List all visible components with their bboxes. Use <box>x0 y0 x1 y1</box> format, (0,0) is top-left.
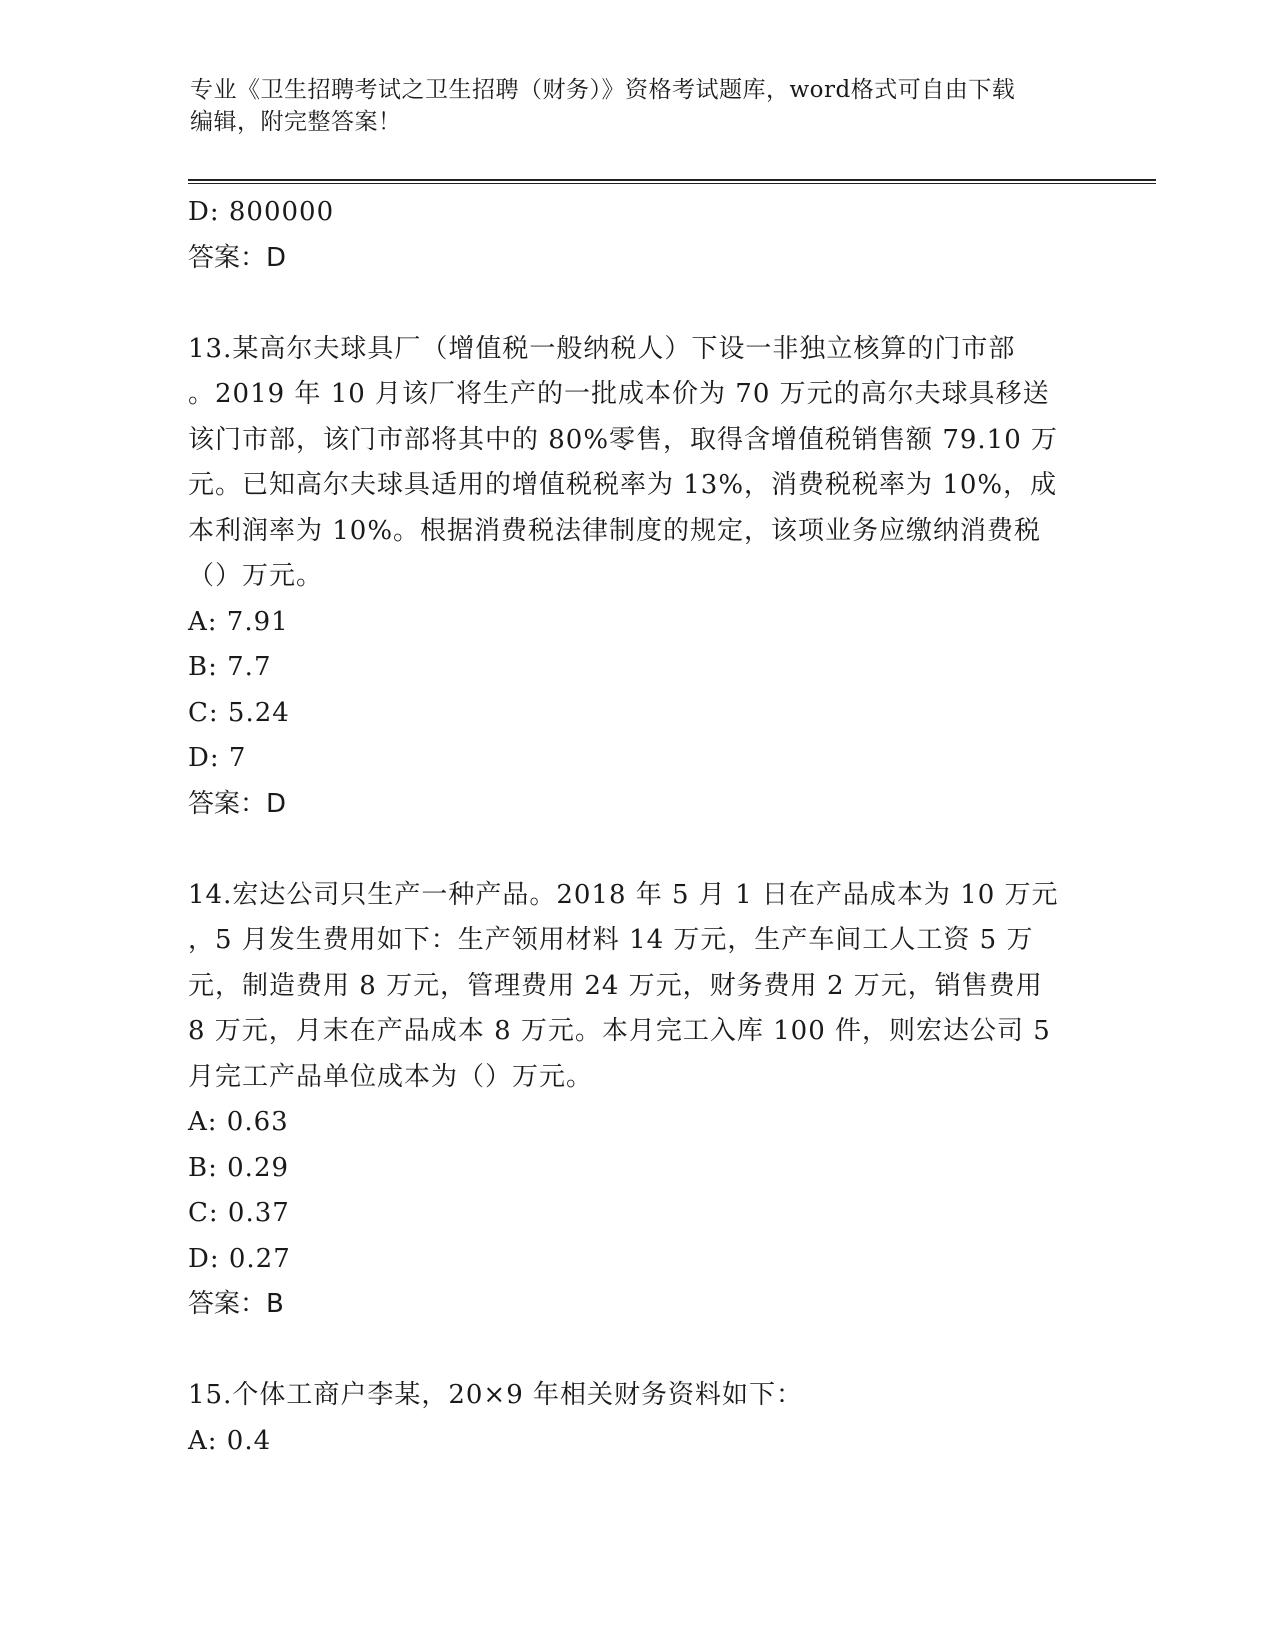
spacer <box>188 1328 1088 1374</box>
question-14 <box>188 873 1088 1328</box>
question-text-line: 13.某高尔夫球具厂（增值税一般纳税人）下设一非独立核算的门市部 <box>188 333 1016 364</box>
question-13 <box>188 327 1088 828</box>
option-d: D: 800000 <box>188 197 335 227</box>
question-text-line: 本利润率为 10%。根据消费税法律制度的规定，该项业务应缴纳消费税 <box>188 515 1042 546</box>
option-c: C: 5.24 <box>188 697 290 728</box>
question-text-line: 元，制造费用 8 万元，管理费用 24 万元，财务费用 2 万元，销售费用 <box>188 970 1043 1001</box>
option-b: B: 7.7 <box>188 652 272 682</box>
option-d: D: 0.27 <box>188 1243 291 1274</box>
question-text-line: 15.个体工商户李某，20×9 年相关财务资料如下： <box>188 1380 804 1410</box>
option-a: A: 0.4 <box>188 1425 272 1456</box>
header-line-2: 编辑，附完整答案！ <box>190 109 402 135</box>
option-a: A: 0.63 <box>188 1107 289 1137</box>
option-b: B: 0.29 <box>188 1152 290 1183</box>
option-c: C: 0.37 <box>188 1198 290 1228</box>
document-header <box>190 74 1090 138</box>
header-line-1: 专业《卫生招聘考试之卫生招聘（财务）》资格考试题库，word格式可自由下载 <box>190 77 1016 103</box>
question-text-line: ，5 月发生费用如下：生产领用材料 14 万元，生产车间工人工资 5 万 <box>188 925 1034 955</box>
option-a: A: 7.91 <box>188 606 289 637</box>
header-rule-thick <box>188 179 1156 181</box>
header-rule-thin <box>188 183 1156 184</box>
spacer <box>188 281 1088 327</box>
question-text-line: 该门市部，该门市部将其中的 80%零售，取得含增值税销售额 79.10 万 <box>188 424 1059 455</box>
question-text-line: 14.宏达公司只生产一种产品。2018 年 5 月 1 日在产品成本为 10 万元 <box>188 879 1059 910</box>
question-15 <box>188 1373 1088 1464</box>
document-body <box>188 190 1088 1464</box>
answer-line: 答案：D <box>188 242 287 273</box>
answer-line: 答案：D <box>188 788 287 819</box>
spacer <box>188 827 1088 873</box>
option-d: D: 7 <box>188 743 247 773</box>
question-text-line: 月完工产品单位成本为（）万元。 <box>188 1061 594 1092</box>
question-text-line: 8 万元，月末在产品成本 8 万元。本月完工入库 100 件，则宏达公司 5 <box>188 1016 1051 1046</box>
answer-line: 答案：B <box>188 1289 284 1319</box>
question-text-line: （）万元。 <box>188 561 324 591</box>
question-text-line: 元。已知高尔夫球具适用的增值税税率为 13%，消费税税率为 10%，成 <box>188 470 1058 500</box>
question-text-line: 。2019 年 10 月该厂将生产的一批成本价为 70 万元的高尔夫球具移送 <box>188 379 1050 409</box>
